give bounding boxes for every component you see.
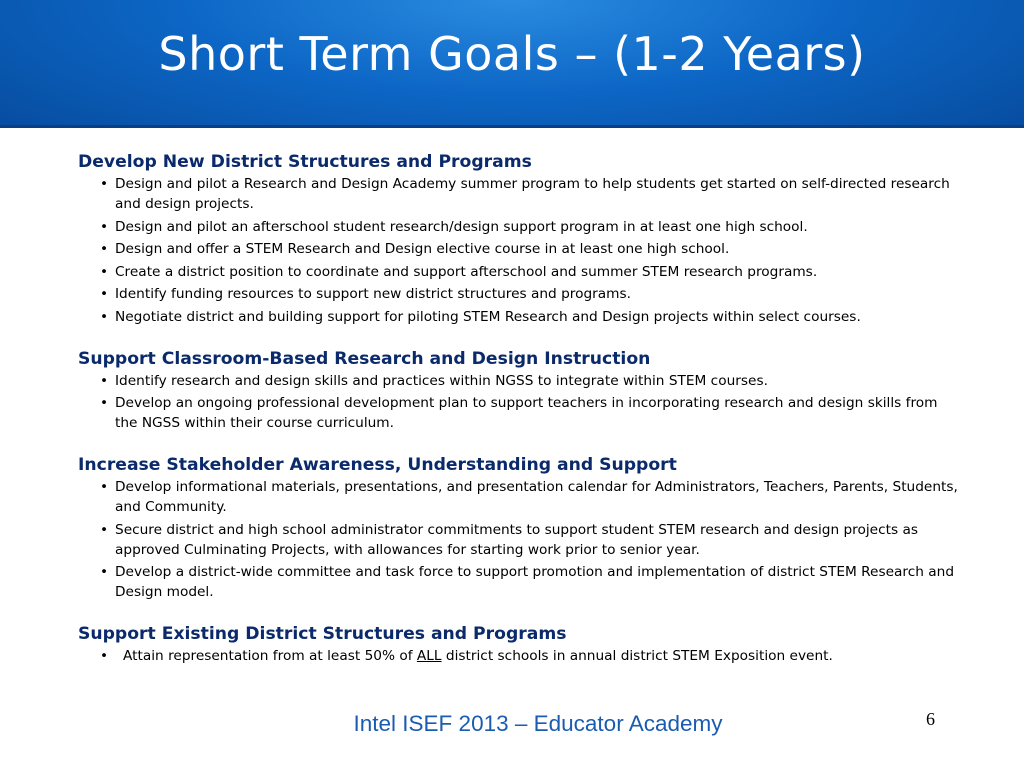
section-heading: Increase Stakeholder Awareness, Understanding and Support (78, 455, 677, 475)
bullet-item: • Identify research and design skills and practices within NGSS to integrate within STEM courses. (98, 371, 958, 391)
bullet-item: • Secure district and high school administrator commitments to support student STEM research and design projects as approved Culminating Projects, with allowances for starting work prior to senior year. (98, 520, 958, 560)
section-heading: Develop New District Structures and Programs (78, 152, 532, 172)
bullet-item (98, 646, 958, 666)
bullet-item: • Identify funding resources to support new district structures and programs. (98, 284, 958, 304)
section-classroom-instruction (78, 348, 958, 434)
bullet-list (78, 174, 958, 327)
bullet-item: • Develop informational materials, presentations, and presentation calendar for Administrators, Teachers, Parents, Students, and Community. (98, 477, 958, 517)
bullet-item: • Develop an ongoing professional development plan to support teachers in incorporating research and design skills from the NGSS within their course curriculum. (98, 393, 958, 433)
section-heading: Support Existing District Structures and Programs (78, 624, 567, 644)
bullet-list (78, 646, 958, 666)
bullet-item: • Design and pilot an afterschool student research/design support program in at least one high school. (98, 217, 958, 237)
bullet-list (78, 477, 958, 602)
title-banner (0, 0, 1024, 128)
bullet-item: • Design and pilot a Research and Design Academy summer program to help students get started on self-directed research and design projects. (98, 174, 958, 214)
bullet-text-end: district schools in annual district STEM Exposition event. (441, 648, 833, 664)
section-existing-structures (78, 623, 958, 666)
bullet-item: • Develop a district-wide committee and task force to support promotion and implementation of district STEM Research and Design model. (98, 562, 958, 602)
bullet-item: • Negotiate district and building support for piloting STEM Research and Design projects within select courses. (98, 307, 958, 327)
slide-content (78, 151, 958, 669)
footer-label: Intel ISEF 2013 – Educator Academy (353, 711, 723, 736)
section-heading: Support Classroom-Based Research and Design Instruction (78, 348, 651, 369)
emphasis-all: ALL (416, 648, 442, 664)
bullet-item: • Create a district position to coordinate and support afterschool and summer STEM research programs. (98, 262, 958, 282)
bullet-list (78, 371, 958, 434)
slide-title: Short Term Goals – (1-2 Years) (158, 27, 866, 81)
page-number: 6 (926, 709, 935, 729)
bullet-item: • Design and offer a STEM Research and Design elective course in at least one high school. (98, 239, 958, 259)
bullet-text-start: Attain representation from at least 50% of (123, 648, 417, 664)
section-new-district-structures (78, 151, 958, 327)
section-stakeholder-awareness (78, 454, 958, 602)
